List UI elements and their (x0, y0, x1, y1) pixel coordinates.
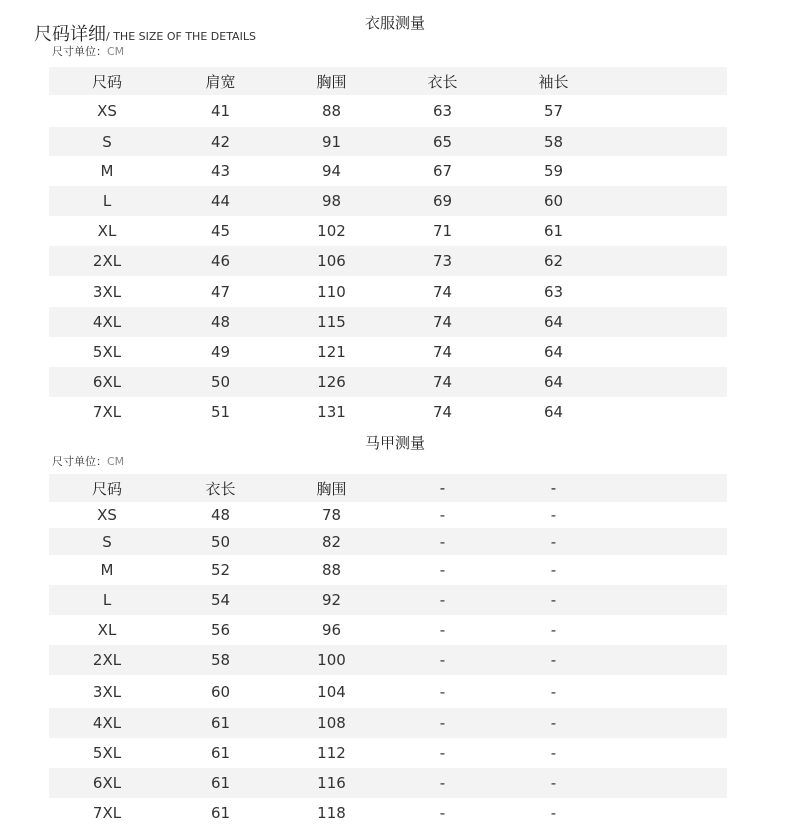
spacer-cell (609, 246, 727, 276)
table-row (49, 528, 727, 555)
table-cell: 100 (276, 645, 387, 675)
table-cell: S (49, 528, 165, 555)
table-cell: L (49, 585, 165, 615)
table-cell: 42 (165, 127, 276, 156)
table-cell: 94 (321, 162, 342, 180)
table-row (49, 367, 727, 397)
table-cell: 5XL (92, 744, 122, 762)
table-cell: XS (97, 102, 117, 120)
table-cell: - (498, 645, 609, 675)
table-cell: 48 (165, 307, 276, 337)
table-cell: - (550, 506, 557, 524)
table-cell: 74 (432, 403, 453, 421)
spacer-cell (609, 585, 727, 615)
table-row (49, 216, 727, 246)
table-cell: 61 (543, 222, 564, 240)
table-cell: 49 (210, 343, 231, 361)
spacer-cell (609, 367, 727, 397)
table-cell: 2XL (49, 645, 165, 675)
spacer-cell (609, 675, 727, 708)
table-row (49, 585, 727, 615)
table-cell: 43 (210, 162, 231, 180)
unit-note (52, 43, 124, 59)
table-cell: - (439, 561, 446, 579)
table-cell: 64 (498, 307, 609, 337)
column-header: 胸围 (276, 67, 387, 95)
table-cell: 50 (165, 367, 276, 397)
table-row (49, 307, 727, 337)
table-row (49, 337, 727, 367)
table-row (49, 246, 727, 276)
spacer-cell (609, 798, 727, 828)
table-cell: XL (97, 222, 117, 240)
table-row (49, 156, 727, 186)
table-cell: 48 (210, 506, 231, 524)
table-cell: - (439, 506, 446, 524)
table-row (49, 798, 727, 828)
table-cell: 58 (165, 645, 276, 675)
table-cell: S (49, 127, 165, 156)
table-row (49, 276, 727, 307)
spacer-cell (609, 156, 727, 186)
table-cell: 58 (498, 127, 609, 156)
table-row (49, 95, 727, 127)
table-cell: - (550, 561, 557, 579)
column-header: 尺码 (49, 474, 165, 502)
table-cell: 74 (387, 367, 498, 397)
table-cell: - (387, 645, 498, 675)
spacer-cell (609, 555, 727, 585)
table-cell: 71 (432, 222, 453, 240)
column-header: 衣长 (387, 67, 498, 95)
table-cell: - (439, 804, 446, 822)
spacer-cell (609, 397, 727, 427)
table-cell: - (439, 621, 446, 639)
table-cell: 116 (276, 768, 387, 798)
table-cell: 118 (317, 804, 346, 822)
table-cell: 61 (210, 744, 231, 762)
table-cell: 50 (165, 528, 276, 555)
table-cell: M (100, 162, 114, 180)
column-header: 袖长 (498, 67, 609, 95)
table-cell: 6XL (49, 768, 165, 798)
table-cell: 60 (498, 186, 609, 216)
unit-value: CM (107, 45, 125, 58)
table-cell: - (550, 804, 557, 822)
table-cell: 74 (387, 307, 498, 337)
column-header: - (387, 474, 498, 502)
table-cell: 82 (276, 528, 387, 555)
table-cell: 73 (387, 246, 498, 276)
table-cell: 60 (210, 682, 231, 701)
table-cell: - (498, 585, 609, 615)
table-row (49, 615, 727, 645)
table-cell: 47 (210, 282, 231, 301)
table-cell: 4XL (49, 307, 165, 337)
table-cell: 45 (210, 222, 231, 240)
table-cell: 7XL (92, 403, 122, 421)
table-cell: 54 (165, 585, 276, 615)
table-cell: 67 (432, 162, 453, 180)
table-cell: 78 (321, 506, 342, 524)
table-cell: 64 (543, 343, 564, 361)
title-text: 尺码详细 (34, 24, 106, 45)
spacer-cell (609, 645, 727, 675)
table-cell: 65 (387, 127, 498, 156)
table-row (49, 186, 727, 216)
vest-unit-label: 尺寸单位： (52, 455, 107, 468)
table-cell: - (439, 682, 446, 701)
table-cell: - (498, 768, 609, 798)
table-cell: 63 (543, 282, 564, 301)
spacer-cell (609, 615, 727, 645)
table-cell: 56 (210, 621, 231, 639)
spacer-cell (609, 216, 727, 246)
table-cell: 115 (276, 307, 387, 337)
table-cell: 3XL (92, 282, 122, 301)
table-row (49, 555, 727, 585)
table-cell: 61 (165, 768, 276, 798)
table-cell: 88 (321, 561, 342, 579)
column-header: 胸围 (276, 474, 387, 502)
table-row (49, 708, 727, 738)
spacer-cell (609, 95, 727, 127)
spacer-cell (609, 528, 727, 555)
table-cell: 3XL (92, 682, 122, 701)
unit-label: 尺寸单位： (52, 45, 107, 58)
table-cell: 88 (321, 102, 342, 120)
table-row (49, 127, 727, 156)
table-cell: 5XL (92, 343, 122, 361)
spacer-cell (609, 502, 727, 528)
table-cell: M (100, 561, 114, 579)
table-cell: - (550, 744, 557, 762)
table-header-row (49, 474, 727, 502)
title-subtitle: / THE SIZE OF THE DETAILS (106, 30, 256, 43)
column-header: 衣长 (165, 474, 276, 502)
table-cell: 110 (317, 282, 346, 301)
table-cell: 6XL (49, 367, 165, 397)
table-cell: 51 (210, 403, 231, 421)
table-cell: 74 (432, 282, 453, 301)
table-cell: 62 (498, 246, 609, 276)
table-cell: 106 (276, 246, 387, 276)
table-cell: 7XL (92, 804, 122, 822)
table-row (49, 502, 727, 528)
table-cell: 121 (317, 343, 346, 361)
table-row (49, 768, 727, 798)
table-cell: 102 (317, 222, 346, 240)
table-cell: 64 (543, 403, 564, 421)
table-cell: 69 (387, 186, 498, 216)
table-cell: 92 (276, 585, 387, 615)
table-cell: - (498, 528, 609, 555)
spacer-cell (609, 708, 727, 738)
table-cell: - (550, 682, 557, 701)
table-cell: XL (97, 621, 117, 639)
table-cell: - (550, 621, 557, 639)
table-cell: L (49, 186, 165, 216)
spacer-cell (609, 307, 727, 337)
table-row (49, 738, 727, 768)
spacer-cell (609, 738, 727, 768)
table-cell: - (439, 744, 446, 762)
table-cell: 104 (317, 682, 346, 701)
table-cell: 61 (210, 804, 231, 822)
table-cell: 41 (210, 102, 231, 120)
table-cell: XS (97, 506, 117, 524)
clothes-section-title: 衣服测量 (364, 14, 425, 32)
table-cell: 64 (498, 367, 609, 397)
spacer-cell (609, 337, 727, 367)
table-cell: - (387, 768, 498, 798)
table-cell: 131 (317, 403, 346, 421)
vest-unit-note (52, 453, 124, 469)
table-cell: - (387, 528, 498, 555)
table-row (49, 675, 727, 708)
table-cell: 2XL (49, 246, 165, 276)
table-cell: 52 (210, 561, 231, 579)
table-cell: - (498, 708, 609, 738)
table-cell: 44 (165, 186, 276, 216)
column-header: 尺码 (49, 67, 165, 95)
table-row (49, 397, 727, 427)
vest-section-title: 马甲测量 (364, 434, 425, 452)
spacer-cell (609, 67, 727, 95)
table-cell: 61 (165, 708, 276, 738)
clothes-size-table (49, 67, 727, 427)
spacer-cell (609, 127, 727, 156)
table-cell: 63 (432, 102, 453, 120)
spacer-cell (609, 474, 727, 502)
table-cell: 112 (317, 744, 346, 762)
table-cell: 98 (276, 186, 387, 216)
table-cell: 96 (321, 621, 342, 639)
table-cell: 91 (276, 127, 387, 156)
column-header: 肩宽 (165, 67, 276, 95)
table-cell: 59 (543, 162, 564, 180)
vest-unit-value: CM (107, 455, 125, 468)
vest-size-table (49, 474, 727, 828)
spacer-cell (609, 276, 727, 307)
spacer-cell (609, 768, 727, 798)
spacer-cell (609, 186, 727, 216)
table-cell: 108 (276, 708, 387, 738)
table-cell: - (387, 585, 498, 615)
column-header: - (498, 474, 609, 502)
table-cell: 126 (276, 367, 387, 397)
table-cell: - (387, 708, 498, 738)
table-cell: 4XL (49, 708, 165, 738)
table-cell: 74 (432, 343, 453, 361)
table-cell: 57 (543, 102, 564, 120)
table-header-row (49, 67, 727, 95)
table-cell: 46 (165, 246, 276, 276)
table-row (49, 645, 727, 675)
